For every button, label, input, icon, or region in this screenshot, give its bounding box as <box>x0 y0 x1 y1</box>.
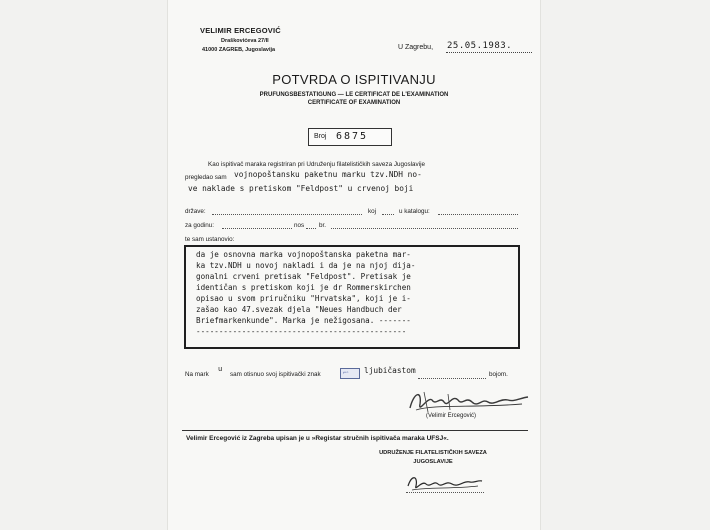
findings-line: da je osnovna marka vojnopoštanska paketna mar- <box>196 250 411 259</box>
nos-label: nos <box>294 222 305 229</box>
certificate-number-box <box>308 128 392 146</box>
document-subtitle-1: PRUFUNGSBESTATIGUNG — LE CERTIFICAT DE L'EXAMINATION <box>259 92 449 98</box>
findings-line: opisao u svom priručniku "Hrvatska", koji je i- <box>196 294 411 303</box>
examiner-mark-icon: ⌐◦ <box>343 370 349 376</box>
issuer-city: 41000 ZAGREB, Jugoslavija <box>202 47 276 53</box>
date-label: U Zagrebu, <box>398 44 434 51</box>
findings-line: Briefmarkenkunde". Marka je nežigosana. ------- <box>196 316 411 325</box>
country-dotted-line <box>212 214 362 215</box>
findings-label: te sam ustanovio: <box>185 236 235 243</box>
stamp-dotted-line <box>418 378 486 379</box>
stamp-line-end: bojom. <box>489 371 508 378</box>
document-title: POTVRDA O ISPITIVANJU <box>272 72 436 87</box>
findings-line: identičan s pretiskom koji je dr Rommerskirchen <box>196 283 411 292</box>
catalogue-dotted-line <box>438 214 518 215</box>
certificate-number-value: 6875 <box>336 131 369 142</box>
stamp-color: ljubičastom <box>364 366 416 375</box>
intro-line-1: Kao ispitivač maraka registriran pri Udruženju filatelističkih saveza Jugoslavije <box>208 161 425 168</box>
findings-box <box>184 245 520 349</box>
koj-dotted-line <box>382 214 394 215</box>
certificate-number-label: Broj <box>314 133 327 140</box>
issuer-street: Draškovićeva 27/II <box>221 38 269 44</box>
issuer-name: VELIMIR ERCEGOVIĆ <box>200 26 281 35</box>
findings-line: ka tzv.NDH u novoj nakladi i da je na njoj dija- <box>196 261 416 270</box>
findings-line: gonalni crveni pretisak "Feldpost". Pretisak je <box>196 272 411 281</box>
examined-item-line-2: ve naklade s pretiskom "Feldpost" u crvenoj boji <box>188 184 414 193</box>
year-label: za godinu: <box>185 222 215 229</box>
br-dotted-line <box>331 228 518 229</box>
date-value: 25.05.1983. <box>447 41 513 51</box>
examiner-mark-box <box>340 368 360 379</box>
document-subtitle-2: CERTIFICATE OF EXAMINATION <box>307 100 401 106</box>
date-dotted-line <box>446 52 532 53</box>
year-dotted-line <box>222 228 292 229</box>
footer-divider <box>182 430 528 431</box>
organization-name-2: JUGOSLAVIJE <box>413 459 453 465</box>
organization-name-1: UDRUŽENJE FILATELISTIČKIH SAVEZA <box>379 450 487 456</box>
koj-label: koj <box>368 208 377 215</box>
examined-label: pregledao sam <box>185 174 227 181</box>
br-label: br. <box>319 222 327 229</box>
signature-caption: (Velimir Ercegović) <box>426 413 477 419</box>
catalogue-label: u katalogu: <box>399 208 430 215</box>
certificate-sheet <box>168 0 540 530</box>
examined-item-line-1: vojnopoštansku paketnu marku tzv.NDH no- <box>234 170 422 179</box>
footer-signature-line <box>406 492 484 493</box>
findings-line: ---------------------------------------------- <box>196 327 407 336</box>
stamp-line-prefix: Na mark <box>185 371 209 378</box>
registry-statement: Velimir Ercegović iz Zagreba upisan je u »Registar stručnih ispitivača maraka UFSJ«. <box>186 435 449 442</box>
findings-line: zašao kao 47.svezak djela "Neues Handbuch der <box>196 305 402 314</box>
nos-dotted-line <box>306 228 316 229</box>
stamp-line-middle: sam otisnuo svoj ispitivački znak <box>230 371 321 378</box>
stamp-line-item: u <box>218 365 223 373</box>
country-label: države: <box>185 208 206 215</box>
findings-text <box>196 249 415 337</box>
